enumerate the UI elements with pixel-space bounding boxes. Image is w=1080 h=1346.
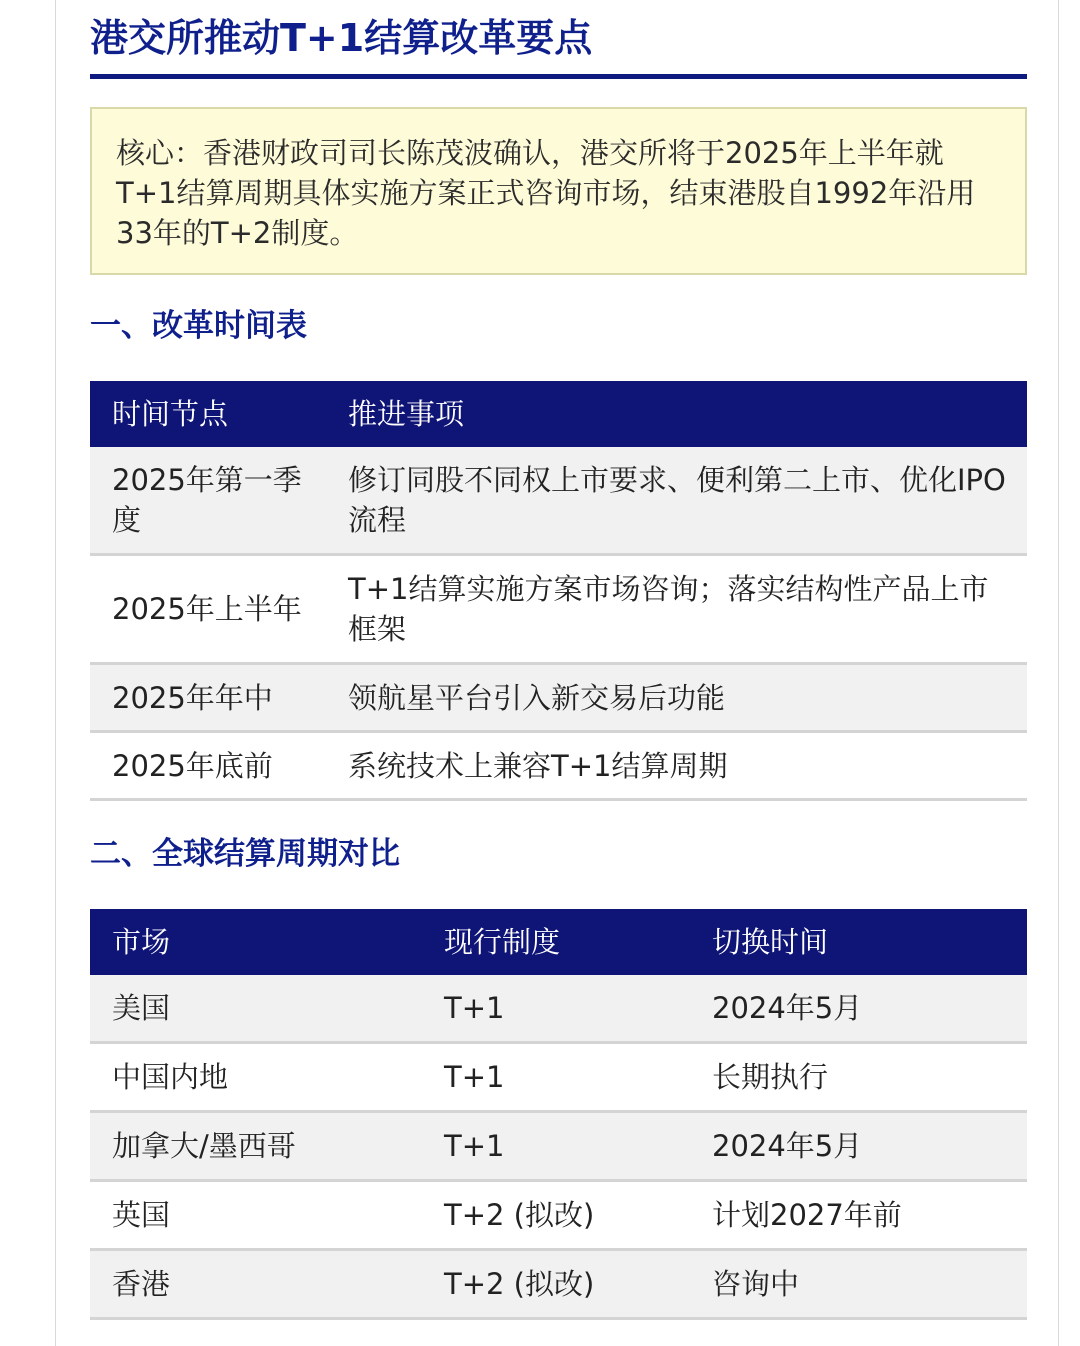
table-cell-market: 加拿大/墨西哥 <box>90 1112 422 1181</box>
table-cell-switch-time: 计划2027年前 <box>690 1181 1027 1250</box>
table-cell-system: T+1 <box>422 1043 690 1112</box>
table-cell-switch-time: 2024年5月 <box>690 975 1027 1043</box>
table-cell-switch-time: 咨询中 <box>690 1250 1027 1319</box>
table-row <box>90 555 1027 664</box>
page-title: 港交所推动T+1结算改革要点 <box>90 16 593 60</box>
column-header-action-item: 推进事项 <box>326 381 1027 447</box>
table-cell-time: 2025年上半年 <box>90 555 326 664</box>
table-cell-item: 系统技术上兼容T+1结算周期 <box>326 732 1027 800</box>
column-header-market: 市场 <box>90 909 422 975</box>
table-row <box>90 1181 1027 1250</box>
timeline-table-header-row <box>90 381 1027 447</box>
global-table-header-row <box>90 909 1027 975</box>
table-cell-market: 香港 <box>90 1250 422 1319</box>
table-cell-market: 中国内地 <box>90 1043 422 1112</box>
table-cell-market: 美国 <box>90 975 422 1043</box>
article-page <box>55 0 1059 1346</box>
table-cell-item: 修订同股不同权上市要求、便利第二上市、优化IPO流程 <box>326 447 1027 555</box>
table-row <box>90 664 1027 732</box>
table-cell-system: T+2 (拟改) <box>422 1250 690 1319</box>
table-cell-system: T+2 (拟改) <box>422 1181 690 1250</box>
core-summary-callout: 核心：香港财政司司长陈茂波确认，港交所将于2025年上半年就T+1结算周期具体实施方案正式咨询市场，结束港股自1992年沿用33年的T+2制度。 <box>90 107 1027 275</box>
table-cell-time: 2025年底前 <box>90 732 326 800</box>
table-cell-market: 英国 <box>90 1181 422 1250</box>
title-underline <box>90 74 1027 79</box>
table-cell-time: 2025年第一季度 <box>90 447 326 555</box>
section-heading-timeline: 一、改革时间表 <box>90 308 307 344</box>
table-row <box>90 1043 1027 1112</box>
table-cell-time: 2025年年中 <box>90 664 326 732</box>
table-row <box>90 975 1027 1043</box>
timeline-table <box>90 381 1027 801</box>
section-heading-global-comparison: 二、全球结算周期对比 <box>90 836 400 872</box>
table-cell-item: 领航星平台引入新交易后功能 <box>326 664 1027 732</box>
table-cell-switch-time: 长期执行 <box>690 1043 1027 1112</box>
table-cell-switch-time: 2024年5月 <box>690 1112 1027 1181</box>
table-row <box>90 1250 1027 1319</box>
global-settlement-table <box>90 909 1027 1320</box>
table-row <box>90 447 1027 555</box>
table-cell-system: T+1 <box>422 1112 690 1181</box>
table-row <box>90 732 1027 800</box>
column-header-time-node: 时间节点 <box>90 381 326 447</box>
column-header-current-system: 现行制度 <box>422 909 690 975</box>
table-cell-item: T+1结算实施方案市场咨询；落实结构性产品上市框架 <box>326 555 1027 664</box>
table-cell-system: T+1 <box>422 975 690 1043</box>
table-row <box>90 1112 1027 1181</box>
column-header-switch-time: 切换时间 <box>690 909 1027 975</box>
